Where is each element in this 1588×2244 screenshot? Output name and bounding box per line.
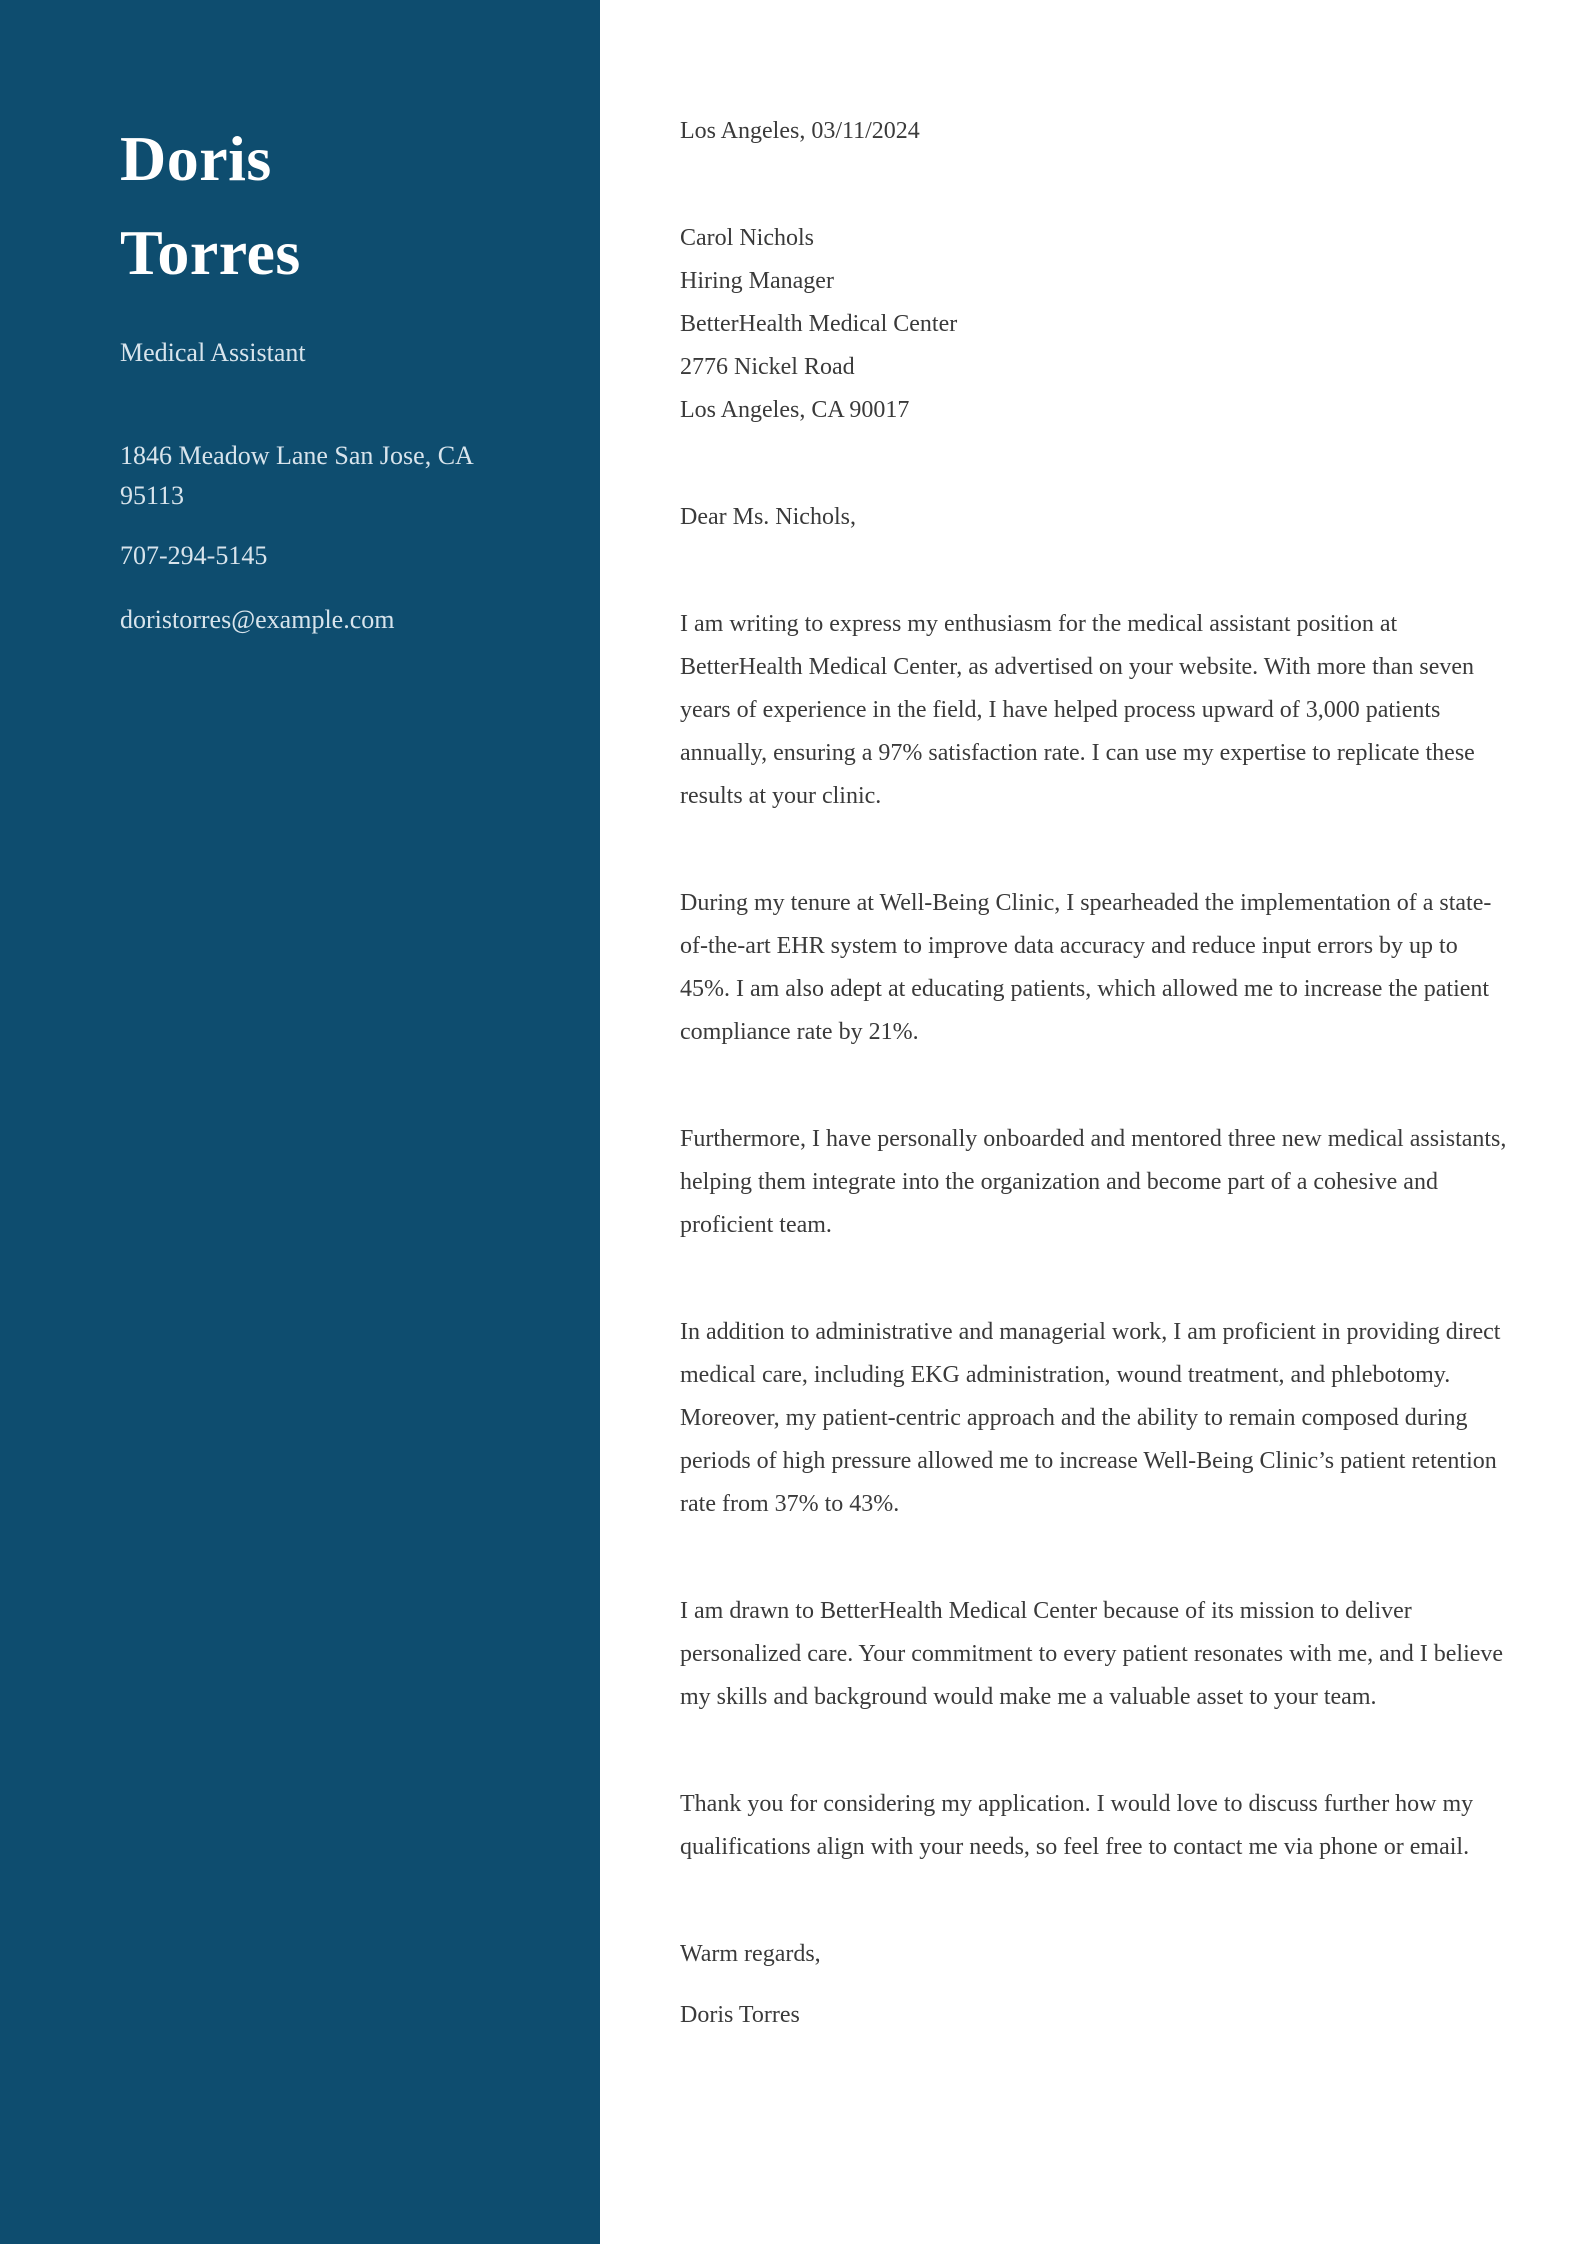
paragraph-thanks: Thank you for considering my application. I would love to discuss further how my qualifications align with your needs, so feel free to contact me via phone or email.: [680, 1791, 1474, 1860]
candidate-name: [120, 112, 545, 300]
signature-name: Doris Torres: [680, 2002, 800, 2028]
job-title: Medical Assistant: [120, 338, 306, 367]
sidebar: [0, 0, 600, 2244]
paragraph-motivation: I am drawn to BetterHealth Medical Center because of its mission to deliver personalized care. Your commitment to every patient resonates with me, and I believe my skills and background would make me a valuable asset to your team.: [680, 1598, 1504, 1710]
contact-info: [120, 436, 545, 640]
recipient-city: Los Angeles, CA 90017: [680, 397, 910, 423]
candidate-first-name: Doris: [120, 123, 272, 194]
paragraph-clinical-skills: In addition to administrative and managerial work, I am proficient in providing direct medical care, including EKG administration, wound treatment, and phlebotomy. Moreover, my patient-centric approach and the ability to remain composed during periods of high pressure allowed me to increase Well-Being Clinic’s patient retention rate from 37% to 43%.: [680, 1319, 1501, 1517]
letter-body: [600, 0, 1588, 2244]
address-line-1: 1846 Meadow Lane San Jose, CA: [120, 441, 474, 470]
paragraph-intro: I am writing to express my enthusiasm for the medical assistant position at BetterHealth Medical Center, as advertised on your website. With more than seven years of experience in the field, I have helped process upward of 3,000 patients annually, ensuring a 97% satisfaction rate. I can use my expertise to replicate these results at your clinic.: [680, 611, 1475, 809]
recipient-block: [680, 217, 1510, 432]
candidate-phone: 707-294-5145: [120, 541, 268, 570]
recipient-name: Carol Nichols: [680, 225, 814, 251]
date-line: Los Angeles, 03/11/2024: [680, 118, 920, 144]
closing-line: Warm regards,: [680, 1941, 821, 1967]
recipient-street: 2776 Nickel Road: [680, 354, 855, 380]
candidate-last-name: Torres: [120, 217, 301, 288]
paragraph-mentoring: Furthermore, I have personally onboarded and mentored three new medical assistants, helping them integrate into the organization and become part of a cohesive and proficient team.: [680, 1126, 1507, 1238]
recipient-title: Hiring Manager: [680, 268, 834, 294]
recipient-company: BetterHealth Medical Center: [680, 311, 958, 337]
paragraph-ehr-experience: During my tenure at Well-Being Clinic, I spearheaded the implementation of a state-of-the-art EHR system to improve data accuracy and reduce input errors by up to 45%. I am also adept at educating patients, which allowed me to increase the patient compliance rate by 21%.: [680, 890, 1492, 1045]
salutation: Dear Ms. Nichols,: [680, 504, 856, 530]
candidate-address: [120, 436, 545, 516]
address-line-2: 95113: [120, 481, 185, 510]
candidate-email: doristorres@example.com: [120, 605, 395, 634]
